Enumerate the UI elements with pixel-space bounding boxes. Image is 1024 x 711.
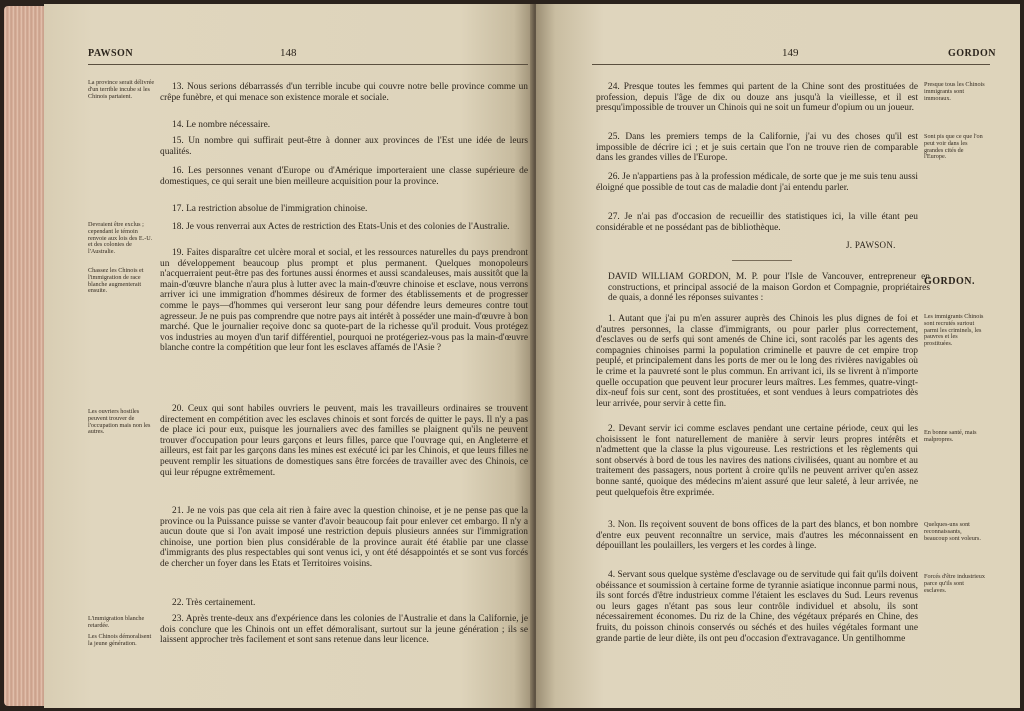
paragraph: 22. Très certainement. <box>172 598 256 608</box>
paragraph: 3. Non. Ils reçoivent souvent de bons offices de la part des blancs, et bon nombre d'entre eux peuvent reconnaître un service, mais d'autres les méconnaissent en dépouillant les poulaillers, les vergers et les cordes à linge. <box>596 520 918 552</box>
paragraph: 19. Faites disparaître cet ulcère moral et social, et les ressources naturelles du pays prendront un développement beaucoup plus prompt et plus permanent. Quelques monopoleurs n'acquerraient peut-être pas des fortunes aussi énormes et aussi scandaleuses, mais aussitôt que la main-d'œuvre blanche n'aura plus à lutter avec la main-d'œuvre chinoise et esclave, nous verrons arriver ici une immigration d'hommes désireux de former des établissements et de progresser comme le pays—d'hommes qui verseront leur sang pour défendre leurs demeures contre tout agresseur. Je ne puis pas comprendre que notre pays ait intérêt à posséder une main-d'œuvre à bon marché. Que le journalier reçoive donc sa quote-part de la richesse qu'il produit. Vous protégez vos industries au moyen d'un tarif différentiel, pourquoi ne protégeriez-vous pas la main-d'œuvre blanche contre la compétition que leur font les esclaves affamés de l'Asie ? <box>160 248 528 354</box>
witness-margin-name: GORDON. <box>924 276 975 287</box>
margin-note: Devraient être exclus ; cependant le témoin renvoie aux lois des E.-U. et des colonies de l'Australie. <box>88 221 153 256</box>
paragraph: 16. Les personnes venant d'Europe ou d'Amérique importeraient une classe supérieure de domestiques, ce qui serait une bien meilleure acquisition pour la province. <box>160 166 528 187</box>
margin-note: Presque tous les Chinois immigrants sont immoraux. <box>924 81 985 102</box>
right-running-head: GORDON <box>948 48 996 59</box>
margin-note: Les ouvriers hostiles peuvent trouver de l'occupation mais non les autres. <box>88 408 151 436</box>
margin-note: Forcés d'être industrieux parce qu'ils sont esclaves. <box>924 573 985 594</box>
margin-note: Les Chinois démoralisent la jeune génération. <box>88 633 152 647</box>
right-page <box>536 4 1020 708</box>
margin-note: Les immigrants Chinois sont recrutés surtout parmi les criminels, les pauvres et les prostituées. <box>924 313 984 348</box>
paragraph: 20. Ceux qui sont habiles ouvriers le peuvent, mais les travailleurs ordinaires se trouvent directement en compétition avec les esclaves chinois et sont forcés de quitter le pays. Il n'y a pas de place ici pour eux, puisque les journaliers avec des familles se plaignent qu'ils ne peuvent trouver d'occupation pour leurs garçons et leurs filles, parce que l'ouvrage qui, en Angleterre et ailleurs, est fait par les garçons dans les mines est exécuté ici par les Chinois, et que leurs filles ne peuvent remplir les situations de domestiques sans être forcées de travailler avec des Chinois, ce qui leur répugne extrêmement. <box>160 404 528 478</box>
paragraph: 23. Après trente-deux ans d'expérience dans les colonies de l'Australie et dans la Californie, je dois conclure que les Chinois ont un effet démoralisant, surtout sur la jeune génération ; ils se laissent approcher très facilement et sont sans retenue dans leur licence. <box>160 614 528 646</box>
paragraph: 17. La restriction absolue de l'immigration chinoise. <box>172 204 368 214</box>
right-page-number: 149 <box>782 47 799 59</box>
paragraph: 15. Un nombre qui suffirait peut-être à donner aux provinces de l'Est une idée de leurs qualités. <box>160 136 528 157</box>
witness-intro: DAVID WILLIAM GORDON, M. P. pour l'Isle de Vancouver, entrepreneur en constructions, et principal associé de la maison Gordon et Compagnie, propriétaires de quais, a donné les réponses suivantes : <box>608 272 930 304</box>
paragraph: 4. Servant sous quelque système d'esclavage ou de servitude qui fait qu'ils doivent obéissance et soumission à certaine forme de tyrannie asiatique inconnue parmi nous, ils sont forcés d'être industrieux comme l'étaient les esclaves du Sud. Leurs revenus ou leurs gages n'étant pas sous leur contrôle individuel et absolu, ils sont nécessairement économes. Du riz de la Chine, des végétaux préparés en Chine, des fruits, du poisson chinois conservés ou séchés et des huiles végétales formant une grande partie de leur diète, ils ont peu d'occasion d'extravagance. Un gentilhomme <box>596 570 918 644</box>
left-page <box>44 4 534 708</box>
left-head-rule <box>88 64 528 65</box>
paragraph: 18. Je vous renverrai aux Actes de restriction des Etats-Unis et des colonies de l'Australie. <box>172 222 510 232</box>
paragraph: 21. Je ne vois pas que cela ait rien à faire avec la question chinoise, et je ne pense pas que la province ou la Puissance puisse se vanter d'avoir beaucoup fait pour enlever cet embargo. Il n'y a aucun doute que si l'on avait imposé une restriction depuis plusieurs années sur l'immigration chinoise, une portion bien plus considérable de la province aurait été établie par une classe d'immigrants des plus respectables qui sont venus ici, y ont été désappointés et se sont vus forcés de chercher un foyer dans les Etats et Territoires voisins. <box>160 506 528 569</box>
margin-note: L'immigration blanche retardée. <box>88 615 145 629</box>
signature: J. PAWSON. <box>846 240 896 250</box>
left-page-number: 148 <box>280 47 297 59</box>
margin-note: Quelques-uns sont reconnaissants, beaucoup sont voleurs. <box>924 521 981 542</box>
left-running-head: PAWSON <box>88 48 134 59</box>
paragraph: 24. Presque toutes les femmes qui partent de la Chine sont des prostituées de profession, depuis l'âge de dix ou douze ans jusqu'à la vieillesse, et il est presqu'impossible de trouver un Chinois qui ne soit un fumeur d'opium ou un joueur. <box>596 82 918 114</box>
paragraph: 13. Nous serions débarrassés d'un terrible incube qui couvre notre belle province comme un crêpe funèbre, et qui menace son existence morale et sociale. <box>160 82 528 103</box>
paragraph: 25. Dans les premiers temps de la Californie, j'ai vu des choses qu'il est impossible de décrire ici ; et je suis certain que l'on ne trouve rien de comparable dans les grandes villes de l'Europe. <box>596 132 918 164</box>
paragraph: 14. Le nombre nécessaire. <box>172 120 271 130</box>
margin-note: Sont pis que ce que l'on peut voir dans les grandes cités de l'Europe. <box>924 133 983 161</box>
paragraph: 27. Je n'ai pas d'occasion de recueillir des statistiques ici, la ville étant peu considérable et ne possédant pas de bibliothèque. <box>596 212 918 233</box>
right-head-rule <box>592 64 990 65</box>
section-separator <box>732 260 792 261</box>
margin-note: En bonne santé, mais malpropres. <box>924 429 977 443</box>
paragraph: 26. Je n'appartiens pas à la profession médicale, de sorte que je me suis tenu aussi éloigné que possible de tout cas de maladie dont j'ai entendu parler. <box>596 172 918 193</box>
margin-note: Chassez les Chinois et l'immigration de race blanche augmenterait ensuite. <box>88 267 144 295</box>
paragraph: 1. Autant que j'ai pu m'en assurer auprès des Chinois les plus dignes de foi et d'autres personnes, la classe d'immigrants, ou pour parler plus correctement, d'esclaves ou de serfs qui sont amenés de Chine ici, sont racolés par les agents des compagnies chinoises parmi la population criminelle et pauvre de cet empire trop peuplé, et principalement dans les ports de mer ou le long des rivières navigables où le crime et la pauvreté sont le plus commun. En arrivant ici, ils se livrent à n'importe quelle occupation que peuvent leur procurer leurs maîtres. Les femmes, quatre-vingt-dix-neuf fois sur cent, sont des prostituées, et sont vendues à leurs compatriotes dès leur arrivée, pour servir à cette fin. <box>596 314 918 409</box>
margin-note: La province serait délivrée d'un terrible incube si les Chinois partaient. <box>88 79 155 100</box>
paragraph: 2. Devant servir ici comme esclaves pendant une certaine période, ceux qui les choisissent le font naturellement de manière à servir leurs propres intérêts et n'admettent que la classe la plus vigoureuse. Les restrictions et les règlements qui sont observés à bord de tous les navires des nations civilisées, quant au nombre et au traitement des passagers, nous portent à croire qu'ils ne peuvent arriver qu'en assez bonne santé, quoique des médecins m'aient assuré que leur saleté, à leur arrivée, ne peut quelquefois être exprimée. <box>596 424 918 498</box>
